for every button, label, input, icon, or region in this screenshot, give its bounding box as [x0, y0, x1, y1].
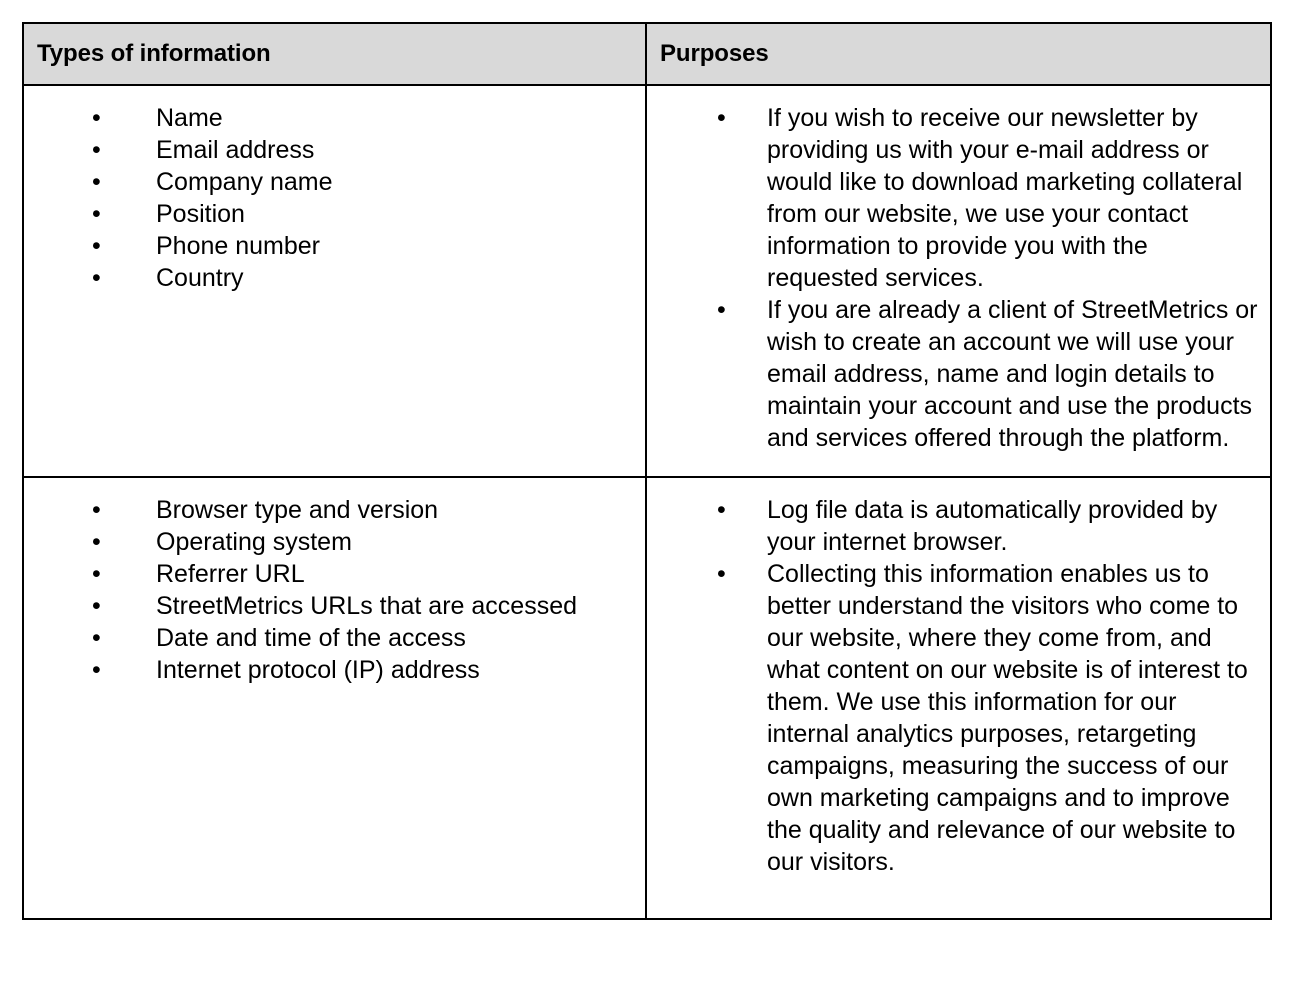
types-list-container — [24, 478, 645, 726]
list-item: • Name — [34, 102, 635, 134]
information-purposes-table — [22, 22, 1272, 920]
column-header-label: Types of information — [37, 40, 271, 67]
purposes-bullet-list — [657, 494, 1260, 878]
list-item: • Country — [34, 262, 635, 294]
table-header-row — [23, 23, 1271, 85]
purposes-list-container — [647, 478, 1270, 918]
list-item: • StreetMetrics URLs that are accessed — [34, 590, 635, 622]
list-item: • Operating system — [34, 526, 635, 558]
list-item: • Phone number — [34, 230, 635, 262]
list-item: • Browser type and version — [34, 494, 635, 526]
purposes-list-container — [647, 86, 1270, 476]
cell-types-row-1 — [23, 85, 646, 477]
list-item: • Log file data is automatically provided by your internet browser. — [657, 494, 1260, 558]
table-header — [23, 23, 1271, 85]
list-item: • Internet protocol (IP) address — [34, 654, 635, 686]
column-header-purposes — [646, 23, 1271, 85]
list-item: • If you wish to receive our newsletter by providing us with your e-mail address or would like to download marketing collateral from our website, we use your contact information to provide you with the requested services. — [657, 102, 1260, 294]
table-row — [23, 85, 1271, 477]
purposes-bullet-list — [657, 102, 1260, 454]
cell-purposes-row-1 — [646, 85, 1271, 477]
list-item: • If you are already a client of StreetMetrics or wish to create an account we will use your email address, name and login details to maintain your account and use the products and services offered through the platform. — [657, 294, 1260, 454]
list-item: • Company name — [34, 166, 635, 198]
list-item: • Date and time of the access — [34, 622, 635, 654]
table-body — [23, 85, 1271, 919]
types-list-container — [24, 86, 645, 316]
list-item: • Collecting this information enables us to better understand the visitors who come to our website, where they come from, and what content on our website is of interest to them. We use this information for our internal analytics purposes, retargeting campaigns, measuring the success of our own marketing campaigns and to improve the quality and relevance of our website to our visitors. — [657, 558, 1260, 878]
types-bullet-list — [34, 494, 635, 686]
list-item: • Referrer URL — [34, 558, 635, 590]
cell-types-row-2 — [23, 477, 646, 919]
list-item: • Email address — [34, 134, 635, 166]
list-item: • Position — [34, 198, 635, 230]
column-header-label: Purposes — [660, 40, 769, 67]
cell-purposes-row-2 — [646, 477, 1271, 919]
types-bullet-list — [34, 102, 635, 294]
column-header-types-of-information — [23, 23, 646, 85]
table-row — [23, 477, 1271, 919]
